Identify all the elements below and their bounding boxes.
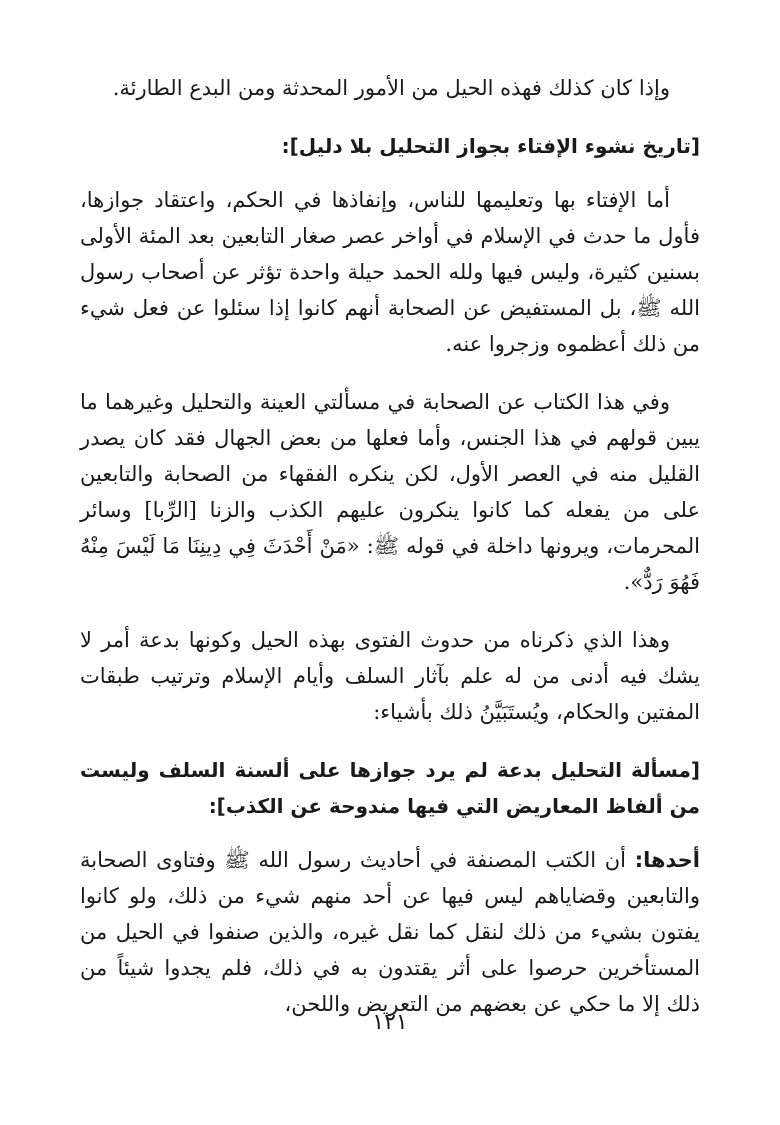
page-number: ١٢١ <box>372 1010 408 1035</box>
paragraph-4: وهذا الذي ذكرناه من حدوث الفتوى بهذه الحيل وكونها بدعة أمر لا يشك فيه أدنى من له علم بآثار السلف وأيام الإسلام وترتيب طبقات المفتين والحكام، ويُستَبَيَّنُ ذلك بأشياء: <box>80 628 700 724</box>
paragraph-1: وإذا كان كذلك فهذه الحيل من الأمور المحدثة ومن البدع الطارئة. <box>112 76 670 100</box>
spacer <box>80 106 700 128</box>
page-body <box>80 70 700 1022</box>
paragraph-5-lead: أحدها: <box>634 848 700 872</box>
spacer <box>80 600 700 622</box>
paragraph-3: وفي هذا الكتاب عن الصحابة في مسألتي العينة والتحليل وغيرهما ما يبين قولهم في هذا الجنس، وأما فعلها من بعض الجهال فقد كان يصدر القليل منه في العصر الأول، لكن ينكره الفقهاء من الصحابة والتابعين على من يفعله كما كانوا ينكرون عليهم الكذب والزنا [الرِّبا] وسائر المحرمات، ويرونها داخلة في قوله ﷺ: «مَنْ أَحْدَثَ فِي دِينِنَا مَا لَيْسَ مِنْهُ فَهُوَ رَدٌّ». <box>80 390 700 594</box>
spacer <box>80 362 700 384</box>
section-heading-1: [تاريخ نشوء الإفتاء بجواز التحليل بلا دليل]: <box>281 134 700 158</box>
spacer <box>80 164 700 182</box>
section-heading-2: [مسألة التحليل بدعة لم يرد جوازها على ألسنة السلف وليست من ألفاظ المعاريض التي فيها مندوحة عن الكذب]: <box>80 758 700 818</box>
spacer <box>80 730 700 752</box>
paragraph-2: أما الإفتاء بها وتعليمها للناس، وإنفاذها في الحكم، واعتقاد جوازها، فأول ما حدث في الإسلام في أواخر عصر صغار التابعين بعد المئة الأولى بسنين كثيرة، وليس فيها ولله الحمد حيلة واحدة تؤثر عن أصحاب رسول الله ﷺ، بل المستفيض عن الصحابة أنهم كانوا إذا سئلوا عن فعل شيء من ذلك أعظموه وزجروا عنه. <box>80 188 700 356</box>
spacer <box>80 824 700 842</box>
paragraph-5 <box>80 842 700 1022</box>
paragraph-5-text: أن الكتب المصنفة في أحاديث رسول الله ﷺ وفتاوى الصحابة والتابعين وقضاياهم ليس فيها عن أحد منهم شيء من ذلك، ولو كانوا يفتون بشيء من ذلك لنقل كما نقل غيره، والذين صنفوا في الحيل من المستأخرين حرصوا على أثر يقتدون به في ذلك، فلم يجدوا شيئاً من ذلك إلا ما حكي عن بعضهم من التعريض واللحن، <box>80 848 700 1016</box>
